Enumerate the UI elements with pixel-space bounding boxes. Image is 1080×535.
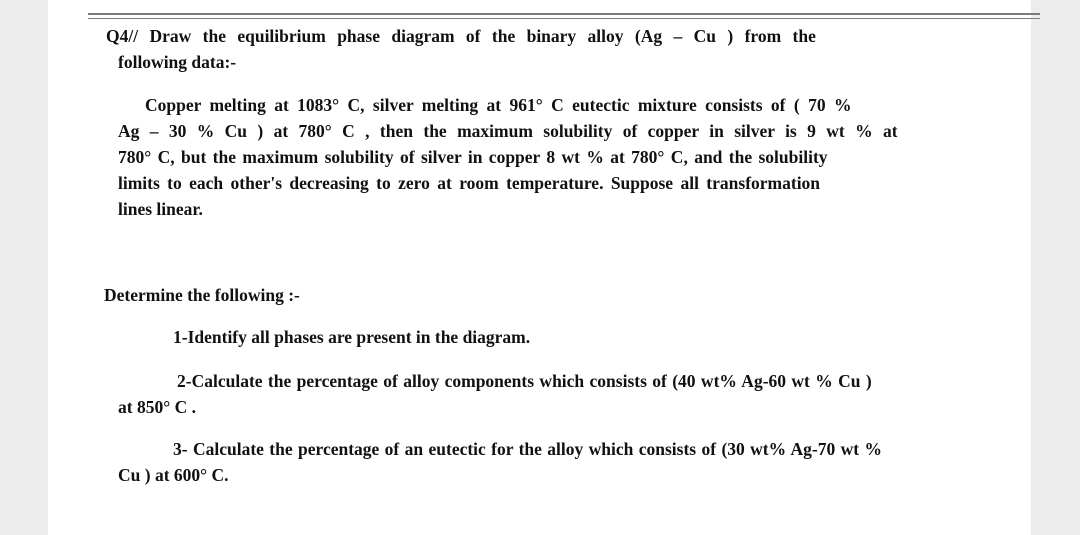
item-3-cont: Cu ) at 600° C.	[118, 465, 229, 485]
item-2-cont: at 850° C .	[118, 397, 196, 417]
data-line-2: Ag – 30 % Cu ) at 780° C , then the maximum solubility of copper in silver is 9 wt % at	[118, 121, 898, 141]
item-2: 2-Calculate the percentage of alloy components which consists of (40 wt% Ag-60 wt % Cu )	[177, 371, 872, 391]
item-3: 3- Calculate the percentage of an eutectic for the alloy which consists of (30 wt% Ag-70 wt %	[173, 439, 882, 459]
data-line-5: lines linear.	[118, 199, 203, 219]
top-rule	[88, 13, 1040, 15]
data-line-4: limits to each other's decreasing to zero at room temperature. Suppose all transformation	[118, 173, 821, 193]
question-header-cont: following data:-	[118, 52, 237, 72]
question-header: Q4// Draw the equilibrium phase diagram of the binary alloy (Ag – Cu ) from the	[106, 26, 816, 46]
data-line-3: 780° C, but the maximum solubility of silver in copper 8 wt % at 780° C, and the solubility	[118, 147, 828, 167]
item-1: 1-Identify all phases are present in the diagram.	[173, 327, 531, 347]
document-page	[48, 0, 1031, 535]
top-rule-thin	[88, 18, 1040, 19]
determine-heading: Determine the following :-	[104, 285, 300, 305]
data-line-1: Copper melting at 1083° C, silver melting at 961° C eutectic mixture consists of ( 70 %	[145, 95, 852, 115]
